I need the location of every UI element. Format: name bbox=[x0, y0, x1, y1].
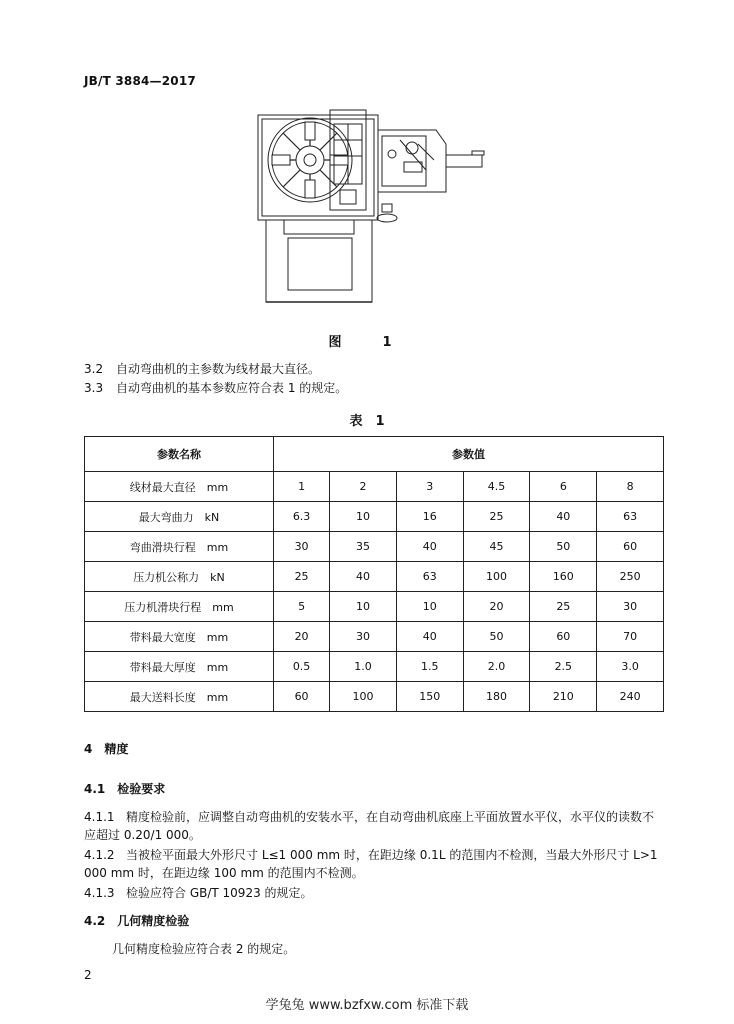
table-row bbox=[85, 622, 664, 652]
parameter-value-cell: 35 bbox=[330, 532, 397, 562]
column-header-name: 参数名称 bbox=[85, 437, 274, 472]
parameter-value-cell: 30 bbox=[330, 622, 397, 652]
parameter-value-cell: 3 bbox=[396, 472, 463, 502]
parameter-value-cell: 5 bbox=[274, 592, 330, 622]
parameter-value-cell: 10 bbox=[396, 592, 463, 622]
table-row bbox=[85, 562, 664, 592]
paragraph-4-2: 几何精度检验应符合表 2 的规定。 bbox=[112, 942, 296, 956]
parameter-value-cell: 160 bbox=[530, 562, 597, 592]
parameter-value-cell: 8 bbox=[597, 472, 664, 502]
parameter-value-cell: 30 bbox=[597, 592, 664, 622]
document-code: JB/T 3884—2017 bbox=[84, 74, 196, 88]
parameter-name-cell: 最大弯曲力 kN bbox=[85, 502, 274, 532]
parameter-value-cell: 45 bbox=[463, 532, 530, 562]
parameter-value-cell: 6.3 bbox=[274, 502, 330, 532]
parameter-value-cell: 180 bbox=[463, 682, 530, 712]
table-row bbox=[85, 682, 664, 712]
parameter-name-cell: 线材最大直径 mm bbox=[85, 472, 274, 502]
machine-drawing bbox=[250, 100, 490, 305]
parameter-value-cell: 25 bbox=[530, 592, 597, 622]
parameter-value-cell: 40 bbox=[396, 532, 463, 562]
paragraph-3-3: 3.3 自动弯曲机的基本参数应符合表 1 的规定。 bbox=[84, 381, 348, 395]
section-4-1-title: 4.1 检验要求 bbox=[84, 782, 166, 796]
parameter-value-cell: 63 bbox=[396, 562, 463, 592]
parameter-name-cell: 压力机滑块行程 mm bbox=[85, 592, 274, 622]
parameter-value-cell: 2.0 bbox=[463, 652, 530, 682]
parameter-value-cell: 70 bbox=[597, 622, 664, 652]
table-row bbox=[85, 652, 664, 682]
table-header-row bbox=[85, 437, 664, 472]
parameter-value-cell: 10 bbox=[330, 592, 397, 622]
parameter-value-cell: 40 bbox=[396, 622, 463, 652]
parameter-value-cell: 60 bbox=[530, 622, 597, 652]
parameter-name-cell: 最大送料长度 mm bbox=[85, 682, 274, 712]
table-row bbox=[85, 532, 664, 562]
parameter-name-cell: 带料最大宽度 mm bbox=[85, 622, 274, 652]
parameter-value-cell: 16 bbox=[396, 502, 463, 532]
parameter-value-cell: 250 bbox=[597, 562, 664, 592]
footer-watermark-text: 学兔兔 www.bzfxw.com 标准下载 bbox=[265, 998, 469, 1013]
parameter-value-cell: 100 bbox=[463, 562, 530, 592]
parameter-value-cell: 20 bbox=[274, 622, 330, 652]
parameter-value-cell: 150 bbox=[396, 682, 463, 712]
table-row bbox=[85, 592, 664, 622]
parameter-value-cell: 40 bbox=[530, 502, 597, 532]
parameter-value-cell: 2.5 bbox=[530, 652, 597, 682]
paragraph-4-1-3: 4.1.3 检验应符合 GB/T 10923 的规定。 bbox=[84, 886, 313, 900]
section-4-title: 4 精度 bbox=[84, 742, 129, 756]
parameter-value-cell: 25 bbox=[274, 562, 330, 592]
table-row bbox=[85, 502, 664, 532]
section-4-2-title: 4.2 几何精度检验 bbox=[84, 914, 190, 928]
figure-caption: 图 1 bbox=[328, 335, 406, 350]
table-caption: 表 1 bbox=[349, 414, 385, 429]
parameter-name-cell: 带料最大厚度 mm bbox=[85, 652, 274, 682]
parameter-value-cell: 3.0 bbox=[597, 652, 664, 682]
parameter-name-cell: 弯曲滑块行程 mm bbox=[85, 532, 274, 562]
parameter-value-cell: 2 bbox=[330, 472, 397, 502]
parameter-value-cell: 63 bbox=[597, 502, 664, 532]
parameter-name-cell: 压力机公称力 kN bbox=[85, 562, 274, 592]
parameter-value-cell: 20 bbox=[463, 592, 530, 622]
paragraph-4-1-2: 4.1.2 当被检平面最大外形尺寸 L≤1 000 mm 时，在距边缘 0.1L 的范围内不检测，当最大外形尺寸 L>1 000 mm 时，在距边缘 100 mm 的范围内不检测。 bbox=[84, 848, 658, 880]
column-header-values: 参数值 bbox=[274, 437, 664, 472]
parameter-value-cell: 60 bbox=[597, 532, 664, 562]
parameter-value-cell: 30 bbox=[274, 532, 330, 562]
parameter-value-cell: 50 bbox=[530, 532, 597, 562]
parameter-value-cell: 50 bbox=[463, 622, 530, 652]
parameter-value-cell: 210 bbox=[530, 682, 597, 712]
paragraph-3-2: 3.2 自动弯曲机的主参数为线材最大直径。 bbox=[84, 362, 321, 376]
parameter-value-cell: 4.5 bbox=[463, 472, 530, 502]
parameter-value-cell: 240 bbox=[597, 682, 664, 712]
parameter-value-cell: 1.5 bbox=[396, 652, 463, 682]
parameter-value-cell: 10 bbox=[330, 502, 397, 532]
parameter-value-cell: 100 bbox=[330, 682, 397, 712]
parameter-value-cell: 6 bbox=[530, 472, 597, 502]
page-number: 2 bbox=[84, 968, 92, 982]
parameter-value-cell: 0.5 bbox=[274, 652, 330, 682]
paragraph-4-1-1: 4.1.1 精度检验前，应调整自动弯曲机的安装水平，在自动弯曲机底座上平面放置水平仪，水平仪的读数不应超过 0.20/1 000。 bbox=[84, 810, 655, 842]
table-row bbox=[85, 472, 664, 502]
parameter-value-cell: 25 bbox=[463, 502, 530, 532]
parameter-value-cell: 40 bbox=[330, 562, 397, 592]
parameter-value-cell: 1.0 bbox=[330, 652, 397, 682]
parameter-value-cell: 1 bbox=[274, 472, 330, 502]
parameter-value-cell: 60 bbox=[274, 682, 330, 712]
parameters-table bbox=[84, 436, 664, 712]
